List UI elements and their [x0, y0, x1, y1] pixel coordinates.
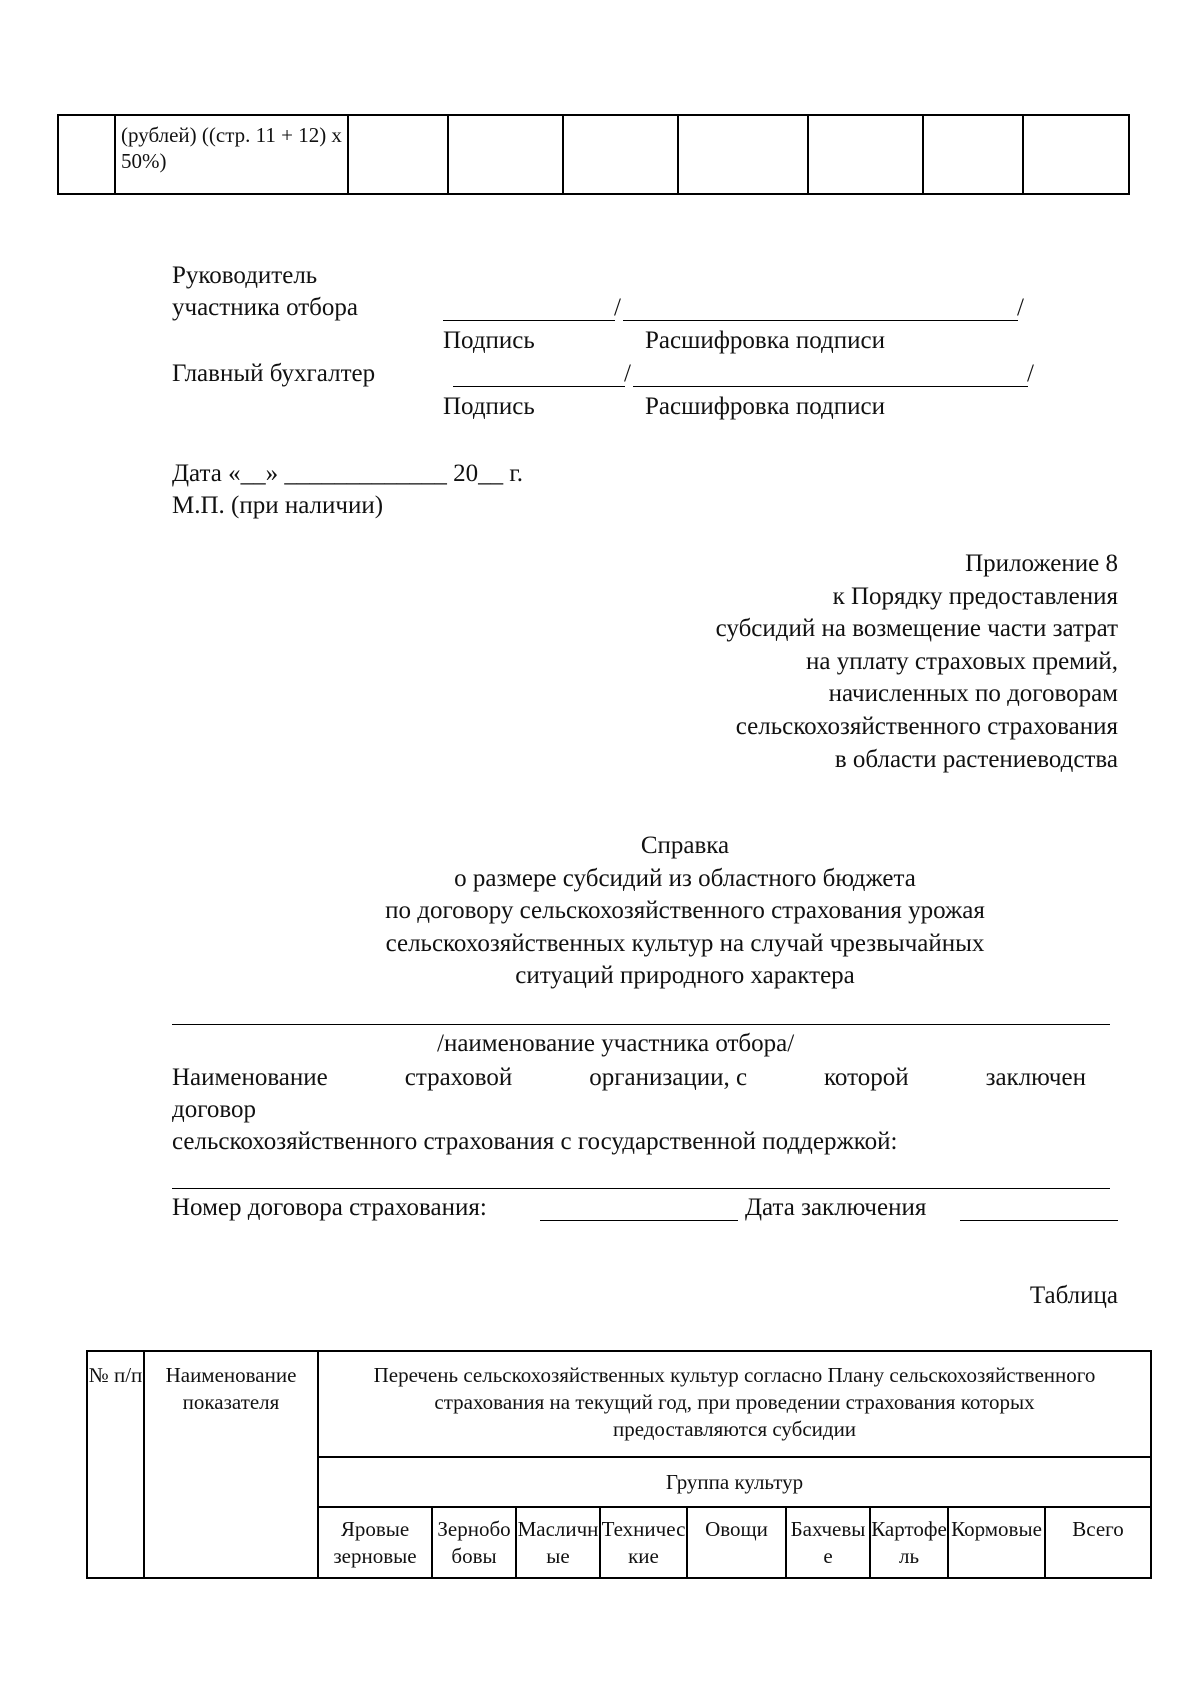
- title-line: Справка: [640, 832, 730, 859]
- header-crops-list: [318, 1351, 1151, 1457]
- stamp-note: М.П. (при наличии): [172, 492, 384, 519]
- header-no-text: № п/п: [88, 1363, 143, 1387]
- accountant-decode-line: [633, 386, 1028, 387]
- appendix-line: сельскохозяйственного страхования: [735, 712, 1118, 740]
- contract-number-line: [540, 1220, 738, 1221]
- table-row: [58, 115, 1129, 194]
- previous-table-fragment: [57, 114, 1130, 195]
- document-title: [180, 830, 1190, 993]
- title-line: по договору сельскохозяйственного страхования урожая: [385, 897, 985, 925]
- table-label: Таблица: [1029, 1282, 1118, 1309]
- signature-label: Подпись: [443, 327, 535, 354]
- crop-header-text: Масличные: [517, 1517, 599, 1568]
- crop-header: [948, 1507, 1045, 1578]
- participant-name-line: [172, 1024, 1110, 1025]
- crop-header: [687, 1507, 786, 1578]
- contract-date-line: [960, 1220, 1118, 1221]
- appendix-line: Приложение 8: [965, 550, 1118, 577]
- header-no: [87, 1351, 144, 1578]
- head-signature-line: [443, 320, 615, 321]
- crop-header: [516, 1507, 600, 1578]
- crop-header: [318, 1507, 432, 1578]
- appendix-line: в области растениеводства: [834, 745, 1118, 773]
- header-crops-list-text: Перечень сельскохозяйственных культур согласно Плану сельскохозяйственного страхования на текущий год, при проведении страхования которых предоставляются субсидии: [373, 1363, 1096, 1441]
- header-name-text: Наименование показателя: [165, 1363, 297, 1414]
- table-cell: [348, 115, 448, 194]
- crop-header-text: Всего: [1072, 1517, 1124, 1541]
- crop-header: [432, 1507, 516, 1578]
- accountant-signature-line: [453, 386, 625, 387]
- crop-header-text: Кормовые: [951, 1517, 1042, 1541]
- appendix-line: на уплату страховых премий,: [806, 647, 1118, 675]
- table-cell: [448, 115, 563, 194]
- insurer-label-line3: сельскохозяйственного страхования с государственной поддержкой:: [172, 1128, 898, 1155]
- crop-header-text: Зернобобовы: [437, 1517, 511, 1568]
- crop-header-text: Технические: [601, 1517, 686, 1568]
- header-group-text: Группа культур: [665, 1469, 804, 1494]
- header-name: [144, 1351, 318, 1578]
- table-cell: [678, 115, 808, 194]
- subsidy-table: [86, 1350, 1152, 1579]
- head-decode-line: [623, 320, 1018, 321]
- crop-header: [600, 1507, 687, 1578]
- table-row: [87, 1351, 1151, 1457]
- decode-label: Расшифровка подписи: [645, 327, 885, 354]
- insurer-word: страховой: [404, 1064, 513, 1091]
- head-title-line2: участника отбора: [172, 294, 358, 321]
- crop-header: [1045, 1507, 1151, 1578]
- signature-label: Подпись: [443, 393, 535, 420]
- title-line: о размере субсидий из областного бюджета: [454, 864, 916, 892]
- appendix-header: [716, 548, 1118, 776]
- head-title-line1: Руководитель: [172, 262, 318, 289]
- crop-header-text: Овощи: [705, 1517, 768, 1541]
- insurer-label-row: [172, 1062, 1086, 1094]
- table-cell: [1023, 115, 1129, 194]
- crop-header: [870, 1507, 948, 1578]
- insurer-word: которой: [824, 1064, 909, 1091]
- crop-header-text: Яровые зерновые: [333, 1517, 417, 1568]
- table-cell: [563, 115, 678, 194]
- contract-number-label: Номер договора страхования:: [172, 1194, 487, 1221]
- table-cell: [808, 115, 923, 194]
- crop-header-text: Бахчевые: [790, 1517, 866, 1568]
- cell-text: (рублей) ((стр. 11 + 12) x 50%): [121, 123, 342, 173]
- contract-date-label: Дата заключения: [745, 1194, 927, 1221]
- chief-accountant-title: Главный бухгалтер: [172, 360, 376, 387]
- insurer-word: Наименование: [172, 1064, 328, 1091]
- crop-header: [786, 1507, 870, 1578]
- slash: /: [614, 294, 621, 321]
- insurer-word: организации, с: [589, 1064, 748, 1091]
- decode-label: Расшифровка подписи: [645, 393, 885, 420]
- insurer-label-line2: договор: [172, 1096, 256, 1123]
- slash: /: [624, 360, 631, 387]
- participant-caption: /наименование участника отбора/: [437, 1030, 795, 1057]
- insurer-word: заключен: [985, 1064, 1086, 1091]
- appendix-line: к Порядку предоставления: [832, 582, 1118, 610]
- appendix-line: субсидий на возмещение части затрат: [715, 615, 1118, 643]
- date-line: Дата «__» _____________ 20__ г.: [172, 460, 524, 487]
- title-line: ситуаций природного характера: [515, 962, 855, 990]
- header-group: [318, 1457, 1151, 1507]
- insurer-name-line: [172, 1188, 1110, 1189]
- slash: /: [1027, 360, 1034, 387]
- table-cell: [58, 115, 115, 194]
- slash: /: [1017, 294, 1024, 321]
- table-cell: [923, 115, 1023, 194]
- crop-header-text: Картофель: [871, 1517, 947, 1568]
- title-line: сельскохозяйственных культур на случай чрезвычайных: [385, 929, 985, 957]
- table-cell: [115, 115, 348, 194]
- appendix-line: начисленных по договорам: [828, 680, 1118, 708]
